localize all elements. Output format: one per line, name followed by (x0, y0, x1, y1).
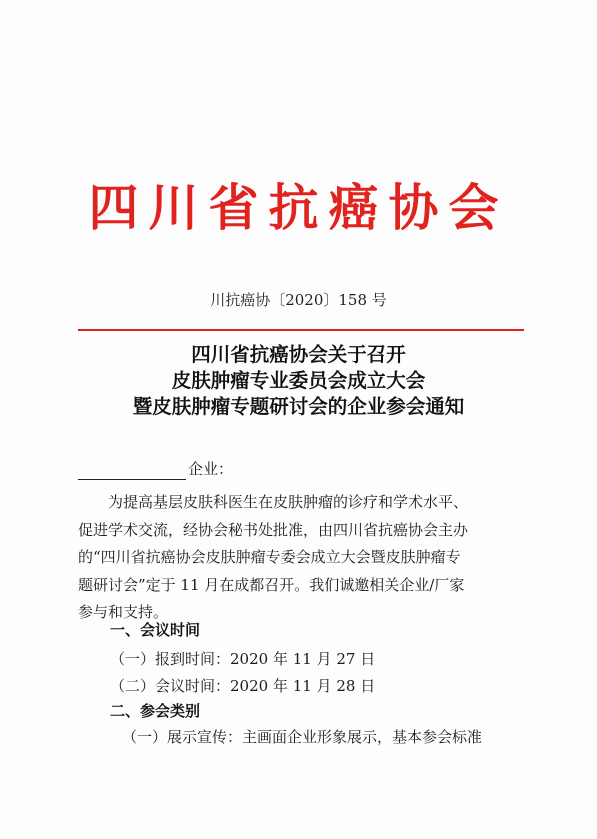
notice-title (0, 342, 597, 420)
organization-name: 四川省抗癌协会 (88, 178, 509, 237)
salutation-text: 企业： (188, 460, 234, 478)
notice-title-line-2: 皮肤肿瘤专业委员会成立大会 (171, 369, 426, 392)
paragraph-line: 为提高基层皮肤科医生在皮肤肿瘤的诊疗和学术水平、 (108, 493, 469, 511)
intro-paragraph (78, 489, 518, 627)
section-heading-meeting-time: 一、会议时间 (110, 621, 201, 639)
company-name-blank (78, 463, 186, 480)
registration-time-item: （一）报到时间：2020 年 11 月 27 日 (110, 650, 376, 668)
exhibition-item: （一）展示宣传：主画面企业形象展示，基本参会标准 (122, 728, 483, 746)
paragraph-line: 参与和支持。 (78, 603, 169, 621)
meeting-time-item: （二）会议时间：2020 年 11 月 28 日 (110, 677, 376, 695)
paragraph-line: 的“四川省抗癌协会皮肤肿瘤专委会成立大会暨皮肤肿瘤专 (78, 548, 461, 566)
paragraph-line: 促进学术交流，经协会秘书处批准，由四川省抗癌协会主办 (78, 520, 469, 539)
paragraph-line: 题研讨会”定于 11 月在成都召开。我们诚邀相关企业/厂家 (78, 575, 465, 594)
salutation (78, 458, 518, 480)
notice-title-line-3: 暨皮肤肿瘤专题研讨会的企业参会通知 (132, 395, 465, 418)
document-number: 川抗癌协〔2020〕158 号 (210, 291, 387, 309)
section-heading-participation-category: 二、参会类别 (110, 702, 201, 720)
notice-title-line-1: 四川省抗癌协会关于召开 (191, 343, 406, 366)
red-divider-line (78, 329, 524, 331)
